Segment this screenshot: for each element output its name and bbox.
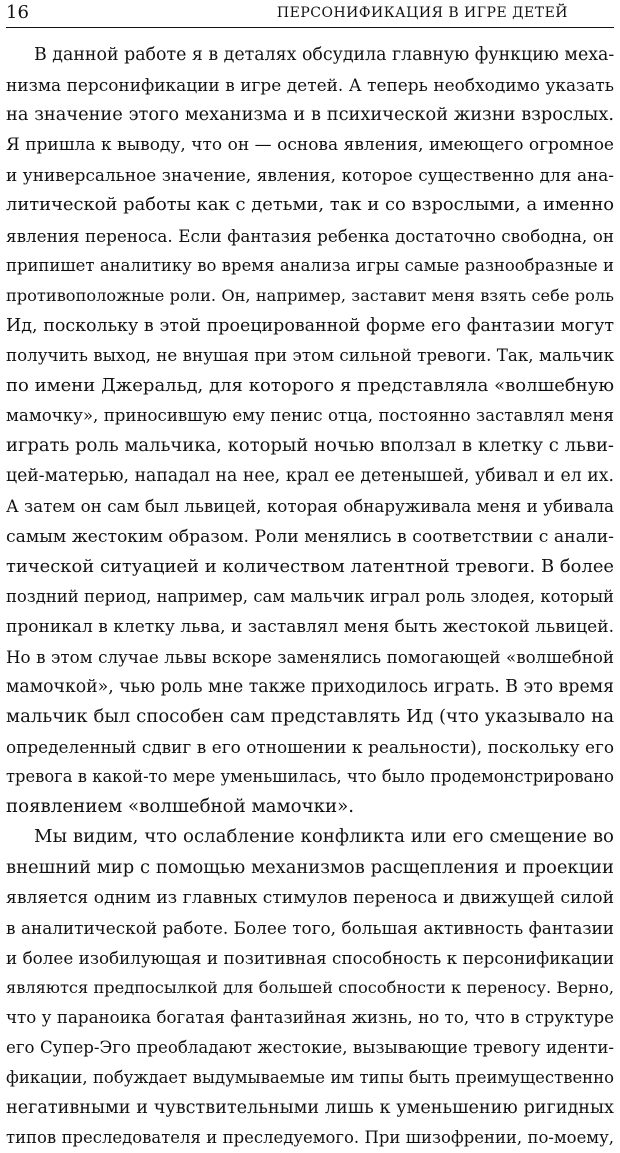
- text-line: является одним из главных стимулов переноса и движущей силой: [6, 887, 614, 908]
- text-line: в аналитической работе. Более того, большая активность фантазии: [6, 917, 614, 938]
- header-rule: [6, 27, 614, 28]
- page-number: 16: [6, 2, 29, 23]
- paragraph: [6, 822, 614, 1153]
- text-line: Ид, поскольку в этой проецированной форме его фантазии могут: [6, 315, 614, 336]
- text-line: и универсальное значение, явления, которое существенно для ана-: [6, 165, 614, 186]
- text-line: его Супер-Эго преобладают жестокие, вызывающие тревогу иденти-: [6, 1038, 614, 1058]
- text-line: низма персонификации в игре детей. А теперь необходимо указать: [6, 75, 614, 96]
- text-line: типов преследователя и преследуемого. При шизофрении, по-моему,: [6, 1128, 614, 1148]
- text-line: припишет аналитику во время анализа игры самые разнообразные и: [6, 255, 614, 275]
- text-line: появлением «волшебной мамочки».: [6, 796, 355, 818]
- text-line: негативными и чувствительными лишь к уменьшению ригидных: [6, 1098, 614, 1119]
- text-line: В данной работе я в деталях обсудила главную функцию меха-: [34, 45, 615, 65]
- text-line: поздний период, например, сам мальчик играл роль злодея, который: [6, 586, 614, 606]
- page-header: [6, 0, 614, 26]
- text-line: цей-матерью, нападал на нее, крал ее детенышей, убивал и ел их.: [6, 466, 614, 487]
- text-line: Я пришла к выводу, что он — основа явления, имеющего огромное: [6, 135, 614, 156]
- text-line: проникал в клетку льва, и заставлял меня быть жестокой львицей.: [6, 616, 614, 637]
- paragraph: [6, 40, 614, 822]
- text-line: мамочку», приносившую ему пенис отца, постоянно заставлял меня: [6, 406, 614, 426]
- text-line: самым жестоким образом. Роли менялись в соответствии с анали-: [6, 526, 614, 547]
- text-line: что у параноика богатая фантазийная жизнь, но то, что в структуре: [6, 1008, 614, 1027]
- text-line: литической работы как с детьми, так и со взрослыми, а именно: [6, 194, 614, 216]
- body-text: [6, 40, 615, 1148]
- text-line: на значение этого механизма и в психической жизни взрослых.: [6, 104, 614, 126]
- text-line: А затем он сам был львицей, которая обнаруживала меня и убивала: [6, 496, 614, 517]
- text-line: тревога в какой-то мере уменьшилась, что было продемонстрировано: [6, 767, 614, 787]
- text-line: фикации, побуждает выдумываемые им типы быть преимущественно: [6, 1068, 614, 1088]
- text-line: мальчик был способен сам представлять Ид (что указывало на: [6, 706, 614, 728]
- text-line: Мы видим, что ослабление конфликта или его смещение во: [34, 826, 614, 848]
- text-line: тической ситуацией и количеством латентной тревоги. В более: [6, 555, 614, 577]
- text-line: и более изобилующая и позитивная способность к персонификации: [6, 947, 614, 968]
- text-line: Но в этом случае львы вскоре заменялись помогающей «волшебной: [6, 646, 614, 667]
- text-line: по имени Джеральд, для которого я представляла «волшебную: [6, 375, 614, 397]
- text-line: противоположные роли. Он, например, заставит меня взять себе роль: [6, 285, 614, 305]
- text-line: явления переноса. Если фантазия ребенка достаточно свободна, он: [6, 225, 614, 246]
- text-line: являются предпосылкой для большей способности к переносу. Верно,: [6, 977, 614, 997]
- text-line: определенный сдвиг в его отношении к реальности), поскольку его: [6, 737, 614, 758]
- text-line: получить выход, не внушая при этом сильной тревоги. Так, мальчик: [6, 345, 614, 365]
- running-title: ПЕРСОНИФИКАЦИЯ В ИГРЕ ДЕТЕЙ: [276, 5, 568, 21]
- text-line: мамочкой», чью роль мне также приходилось играть. В это время: [6, 676, 614, 697]
- text-line: играть роль мальчика, который ночью вползал в клетку с льви-: [6, 435, 614, 457]
- text-line: внешний мир с помощью механизмов расщепления и проекции: [6, 856, 614, 878]
